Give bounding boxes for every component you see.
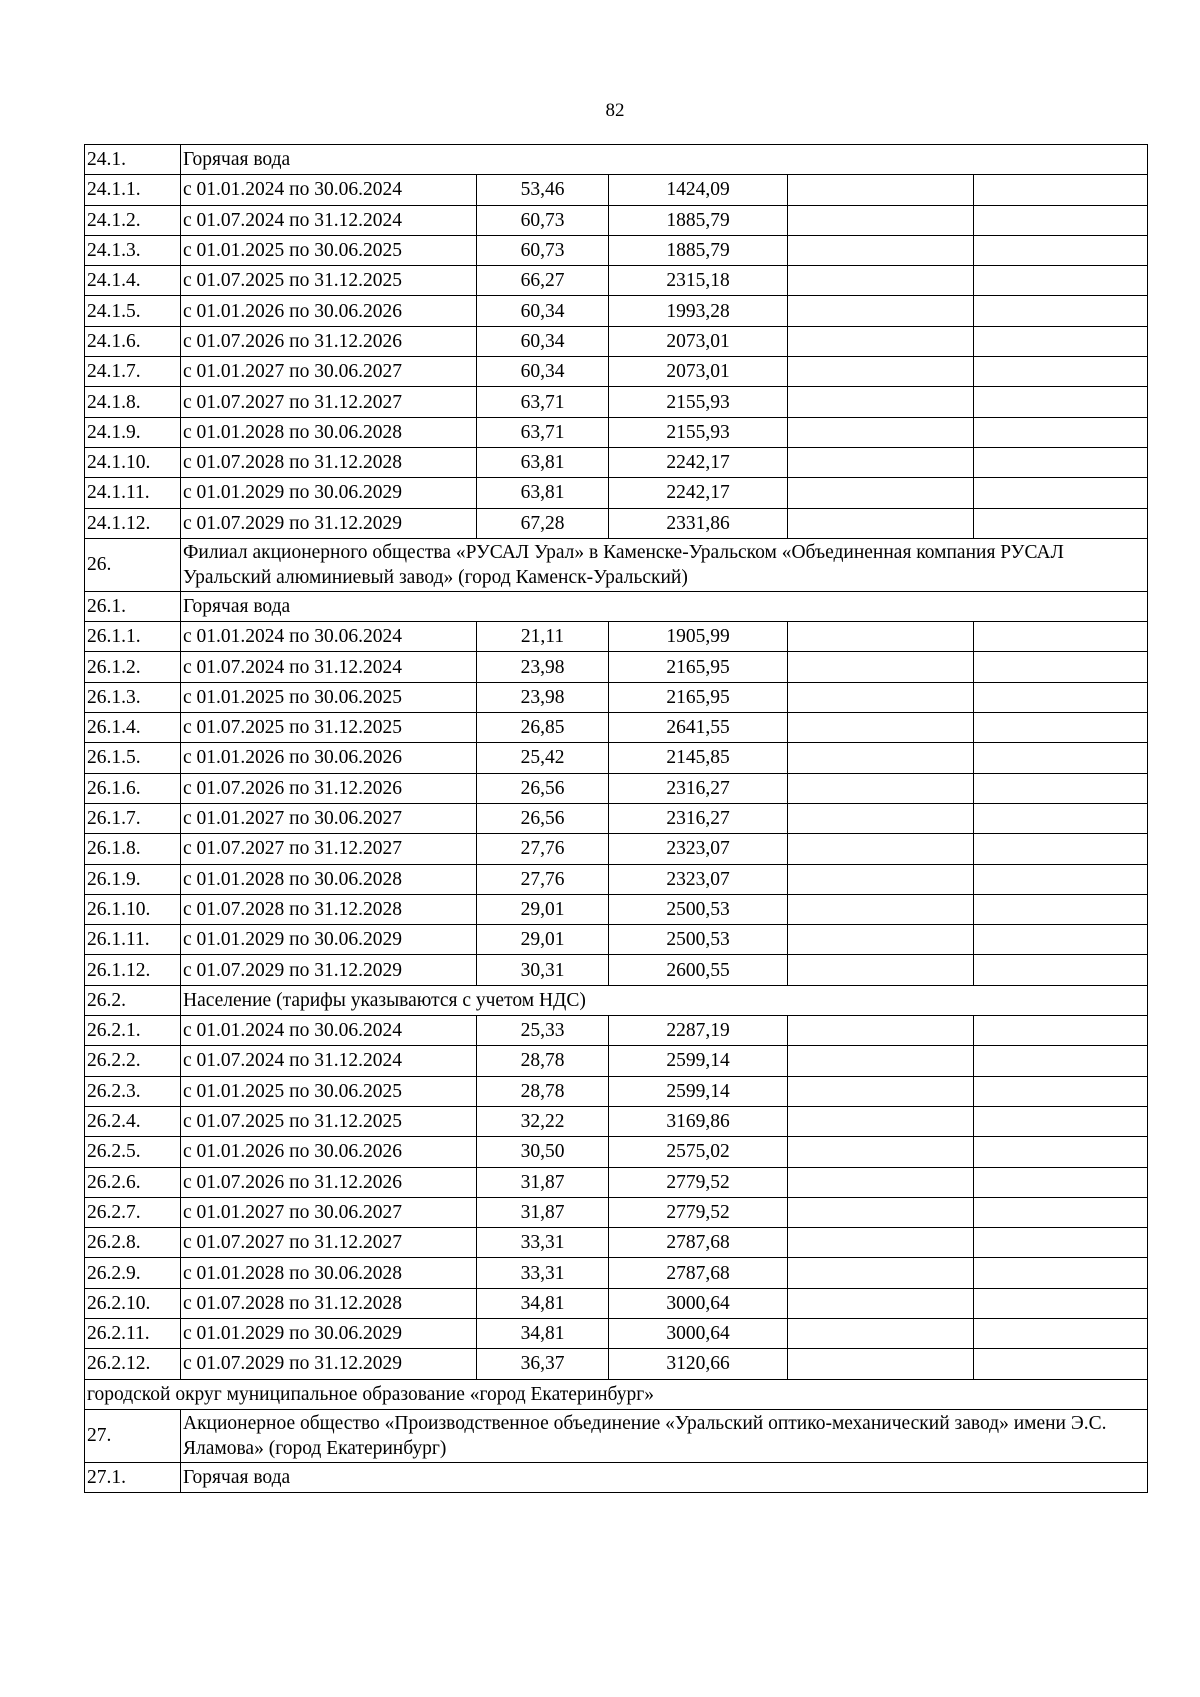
- row-value-1: 34,81: [477, 1288, 609, 1318]
- table-row: [85, 1318, 1148, 1348]
- row-value-1: 60,73: [477, 235, 609, 265]
- table-row: [85, 326, 1148, 356]
- row-value-2: 2242,17: [609, 478, 788, 508]
- row-empty-cell: [788, 357, 974, 387]
- row-value-2: 2323,07: [609, 834, 788, 864]
- group-code: 26.2.: [85, 985, 181, 1015]
- row-empty-cell: [788, 1228, 974, 1258]
- row-code: 26.2.9.: [85, 1258, 181, 1288]
- row-code: 24.1.8.: [85, 387, 181, 417]
- row-period: с 01.01.2025 по 30.06.2025: [181, 682, 477, 712]
- table-row: [85, 1258, 1148, 1288]
- table-row: [85, 235, 1148, 265]
- row-empty-cell: [974, 622, 1148, 652]
- row-empty-cell: [974, 235, 1148, 265]
- group-header-row: [85, 591, 1148, 621]
- table-row: [85, 743, 1148, 773]
- row-period: с 01.07.2026 по 31.12.2026: [181, 326, 477, 356]
- table-row: [85, 1016, 1148, 1046]
- row-period: с 01.01.2029 по 30.06.2029: [181, 478, 477, 508]
- table-row: [85, 1349, 1148, 1379]
- row-value-1: 63,71: [477, 387, 609, 417]
- row-value-2: 1885,79: [609, 235, 788, 265]
- row-empty-cell: [974, 205, 1148, 235]
- table-row: [85, 417, 1148, 447]
- row-empty-cell: [788, 205, 974, 235]
- row-value-2: 2787,68: [609, 1228, 788, 1258]
- row-empty-cell: [788, 1137, 974, 1167]
- row-period: с 01.01.2026 по 30.06.2026: [181, 743, 477, 773]
- row-empty-cell: [974, 1318, 1148, 1348]
- row-empty-cell: [974, 296, 1148, 326]
- row-value-2: 2787,68: [609, 1258, 788, 1288]
- row-value-2: 1905,99: [609, 622, 788, 652]
- row-empty-cell: [974, 447, 1148, 477]
- row-value-2: 2500,53: [609, 925, 788, 955]
- row-empty-cell: [974, 652, 1148, 682]
- group-title: Горячая вода: [181, 145, 1148, 175]
- row-empty-cell: [974, 834, 1148, 864]
- row-value-2: 2073,01: [609, 326, 788, 356]
- table-row: [85, 205, 1148, 235]
- row-value-1: 21,11: [477, 622, 609, 652]
- row-code: 26.1.10.: [85, 894, 181, 924]
- table-row: [85, 1228, 1148, 1258]
- row-value-1: 28,78: [477, 1076, 609, 1106]
- row-value-1: 33,31: [477, 1258, 609, 1288]
- row-code: 26.2.8.: [85, 1228, 181, 1258]
- row-empty-cell: [974, 773, 1148, 803]
- row-value-1: 29,01: [477, 894, 609, 924]
- row-code: 24.1.4.: [85, 266, 181, 296]
- row-period: с 01.07.2029 по 31.12.2029: [181, 508, 477, 538]
- row-code: 26.1.6.: [85, 773, 181, 803]
- table-row: [85, 387, 1148, 417]
- row-empty-cell: [788, 652, 974, 682]
- row-value-1: 27,76: [477, 834, 609, 864]
- row-value-2: 2599,14: [609, 1076, 788, 1106]
- row-value-2: 2779,52: [609, 1167, 788, 1197]
- row-value-1: 25,42: [477, 743, 609, 773]
- table-row: [85, 713, 1148, 743]
- group-header-row: [85, 985, 1148, 1015]
- row-period: с 01.07.2027 по 31.12.2027: [181, 1228, 477, 1258]
- row-empty-cell: [788, 1167, 974, 1197]
- row-value-1: 67,28: [477, 508, 609, 538]
- row-empty-cell: [788, 803, 974, 833]
- row-empty-cell: [788, 508, 974, 538]
- table-row: [85, 894, 1148, 924]
- table-row: [85, 266, 1148, 296]
- table-row: [85, 1197, 1148, 1227]
- row-period: с 01.07.2027 по 31.12.2027: [181, 834, 477, 864]
- group-code: 24.1.: [85, 145, 181, 175]
- row-code: 24.1.5.: [85, 296, 181, 326]
- row-empty-cell: [788, 326, 974, 356]
- row-value-1: 26,85: [477, 713, 609, 743]
- row-period: с 01.01.2029 по 30.06.2029: [181, 925, 477, 955]
- row-empty-cell: [788, 1288, 974, 1318]
- row-empty-cell: [974, 508, 1148, 538]
- group-title: Горячая вода: [181, 1462, 1148, 1492]
- row-value-1: 33,31: [477, 1228, 609, 1258]
- row-code: 26.2.11.: [85, 1318, 181, 1348]
- row-empty-cell: [788, 1106, 974, 1136]
- org-code: 26.: [85, 538, 181, 591]
- row-code: 26.1.2.: [85, 652, 181, 682]
- row-period: с 01.01.2029 по 30.06.2029: [181, 1318, 477, 1348]
- row-period: с 01.07.2024 по 31.12.2024: [181, 1046, 477, 1076]
- row-value-1: 34,81: [477, 1318, 609, 1348]
- row-value-1: 26,56: [477, 803, 609, 833]
- row-empty-cell: [788, 773, 974, 803]
- row-empty-cell: [788, 417, 974, 447]
- row-value-1: 63,71: [477, 417, 609, 447]
- table-row: [85, 1167, 1148, 1197]
- row-value-2: 1885,79: [609, 205, 788, 235]
- row-period: с 01.07.2028 по 31.12.2028: [181, 1288, 477, 1318]
- row-code: 26.1.9.: [85, 864, 181, 894]
- row-empty-cell: [788, 1197, 974, 1227]
- row-code: 24.1.11.: [85, 478, 181, 508]
- row-empty-cell: [788, 682, 974, 712]
- row-empty-cell: [974, 713, 1148, 743]
- group-header-row: [85, 1462, 1148, 1492]
- table-row: [85, 175, 1148, 205]
- row-value-2: 2316,27: [609, 803, 788, 833]
- row-value-2: 1424,09: [609, 175, 788, 205]
- row-empty-cell: [974, 266, 1148, 296]
- row-value-1: 26,56: [477, 773, 609, 803]
- table-row: [85, 508, 1148, 538]
- row-value-1: 63,81: [477, 478, 609, 508]
- table-row: [85, 1046, 1148, 1076]
- row-period: с 01.07.2025 по 31.12.2025: [181, 266, 477, 296]
- row-empty-cell: [974, 894, 1148, 924]
- row-empty-cell: [788, 1076, 974, 1106]
- row-value-2: 2242,17: [609, 447, 788, 477]
- table-row: [85, 925, 1148, 955]
- row-period: с 01.07.2028 по 31.12.2028: [181, 894, 477, 924]
- row-value-2: 2599,14: [609, 1046, 788, 1076]
- row-value-1: 27,76: [477, 864, 609, 894]
- tariff-table-body: [85, 145, 1148, 1493]
- table-row: [85, 652, 1148, 682]
- row-period: с 01.01.2025 по 30.06.2025: [181, 1076, 477, 1106]
- row-value-1: 23,98: [477, 652, 609, 682]
- row-value-1: 31,87: [477, 1197, 609, 1227]
- row-value-1: 36,37: [477, 1349, 609, 1379]
- row-value-1: 23,98: [477, 682, 609, 712]
- row-empty-cell: [974, 682, 1148, 712]
- row-empty-cell: [974, 357, 1148, 387]
- row-empty-cell: [974, 1137, 1148, 1167]
- group-title: Население (тарифы указываются с учетом НДС): [181, 985, 1148, 1015]
- table-row: [85, 1106, 1148, 1136]
- row-value-1: 31,87: [477, 1167, 609, 1197]
- row-value-2: 2165,95: [609, 652, 788, 682]
- row-empty-cell: [788, 925, 974, 955]
- row-code: 26.1.4.: [85, 713, 181, 743]
- row-period: с 01.01.2028 по 30.06.2028: [181, 1258, 477, 1288]
- row-value-1: 66,27: [477, 266, 609, 296]
- row-empty-cell: [788, 1258, 974, 1288]
- row-code: 26.2.5.: [85, 1137, 181, 1167]
- table-row: [85, 357, 1148, 387]
- row-code: 26.2.2.: [85, 1046, 181, 1076]
- row-empty-cell: [788, 1318, 974, 1348]
- row-value-2: 2575,02: [609, 1137, 788, 1167]
- row-empty-cell: [788, 296, 974, 326]
- row-empty-cell: [974, 1228, 1148, 1258]
- row-empty-cell: [974, 743, 1148, 773]
- table-row: [85, 803, 1148, 833]
- row-value-1: 32,22: [477, 1106, 609, 1136]
- row-period: с 01.01.2024 по 30.06.2024: [181, 175, 477, 205]
- row-code: 26.1.12.: [85, 955, 181, 985]
- row-empty-cell: [788, 834, 974, 864]
- row-period: с 01.07.2025 по 31.12.2025: [181, 713, 477, 743]
- row-value-1: 25,33: [477, 1016, 609, 1046]
- row-value-2: 3120,66: [609, 1349, 788, 1379]
- group-title: Горячая вода: [181, 591, 1148, 621]
- row-value-1: 30,31: [477, 955, 609, 985]
- table-row: [85, 834, 1148, 864]
- row-code: 26.2.7.: [85, 1197, 181, 1227]
- row-empty-cell: [788, 266, 974, 296]
- row-value-1: 28,78: [477, 1046, 609, 1076]
- row-value-1: 60,34: [477, 326, 609, 356]
- row-empty-cell: [788, 743, 974, 773]
- row-period: с 01.01.2027 по 30.06.2027: [181, 1197, 477, 1227]
- row-period: с 01.01.2028 по 30.06.2028: [181, 417, 477, 447]
- row-value-2: 2155,93: [609, 417, 788, 447]
- row-period: с 01.07.2024 по 31.12.2024: [181, 652, 477, 682]
- row-value-2: 2779,52: [609, 1197, 788, 1227]
- row-code: 24.1.1.: [85, 175, 181, 205]
- row-empty-cell: [974, 1349, 1148, 1379]
- row-empty-cell: [974, 1197, 1148, 1227]
- row-period: с 01.01.2024 по 30.06.2024: [181, 1016, 477, 1046]
- row-empty-cell: [974, 925, 1148, 955]
- table-row: [85, 1076, 1148, 1106]
- row-empty-cell: [974, 864, 1148, 894]
- table-row: [85, 1137, 1148, 1167]
- region-title: городской округ муниципальное образование «город Екатеринбург»: [85, 1379, 1148, 1409]
- row-value-2: 2165,95: [609, 682, 788, 712]
- row-code: 26.2.4.: [85, 1106, 181, 1136]
- row-period: с 01.07.2025 по 31.12.2025: [181, 1106, 477, 1136]
- row-code: 24.1.10.: [85, 447, 181, 477]
- row-empty-cell: [788, 955, 974, 985]
- row-period: с 01.01.2028 по 30.06.2028: [181, 864, 477, 894]
- row-code: 24.1.6.: [85, 326, 181, 356]
- row-period: с 01.07.2026 по 31.12.2026: [181, 1167, 477, 1197]
- row-period: с 01.07.2024 по 31.12.2024: [181, 205, 477, 235]
- row-empty-cell: [788, 864, 974, 894]
- row-value-1: 60,34: [477, 296, 609, 326]
- row-empty-cell: [788, 387, 974, 417]
- row-code: 26.2.10.: [85, 1288, 181, 1318]
- row-empty-cell: [974, 1288, 1148, 1318]
- row-value-2: 3169,86: [609, 1106, 788, 1136]
- table-row: [85, 955, 1148, 985]
- row-value-2: 2073,01: [609, 357, 788, 387]
- row-value-2: 2600,55: [609, 955, 788, 985]
- row-code: 24.1.7.: [85, 357, 181, 387]
- row-period: с 01.07.2029 по 31.12.2029: [181, 1349, 477, 1379]
- row-empty-cell: [974, 1076, 1148, 1106]
- row-code: 24.1.9.: [85, 417, 181, 447]
- row-empty-cell: [788, 1349, 974, 1379]
- row-value-1: 63,81: [477, 447, 609, 477]
- row-empty-cell: [974, 417, 1148, 447]
- row-value-1: 53,46: [477, 175, 609, 205]
- row-empty-cell: [974, 326, 1148, 356]
- row-empty-cell: [788, 894, 974, 924]
- row-period: с 01.07.2026 по 31.12.2026: [181, 773, 477, 803]
- row-value-2: 2287,19: [609, 1016, 788, 1046]
- row-code: 26.1.5.: [85, 743, 181, 773]
- row-value-1: 60,73: [477, 205, 609, 235]
- organization-row: [85, 538, 1148, 591]
- table-row: [85, 773, 1148, 803]
- row-empty-cell: [974, 955, 1148, 985]
- row-empty-cell: [788, 1016, 974, 1046]
- row-period: с 01.07.2028 по 31.12.2028: [181, 447, 477, 477]
- row-empty-cell: [788, 478, 974, 508]
- row-value-2: 2315,18: [609, 266, 788, 296]
- row-empty-cell: [788, 1046, 974, 1076]
- row-code: 26.1.1.: [85, 622, 181, 652]
- row-period: с 01.07.2029 по 31.12.2029: [181, 955, 477, 985]
- row-empty-cell: [974, 1106, 1148, 1136]
- org-title: Акционерное общество «Производственное объединение «Уральский оптико-механический завод» имени Э.С. Яламова» (город Екатеринбург): [181, 1409, 1148, 1462]
- row-empty-cell: [974, 1167, 1148, 1197]
- row-empty-cell: [974, 175, 1148, 205]
- row-period: с 01.01.2026 по 30.06.2026: [181, 296, 477, 326]
- org-title: Филиал акционерного общества «РУСАЛ Урал» в Каменске-Уральском «Объединенная компания РУСАЛ Уральский алюминиевый завод» (город Каменск-Уральский): [181, 538, 1148, 591]
- row-code: 26.2.6.: [85, 1167, 181, 1197]
- row-period: с 01.01.2026 по 30.06.2026: [181, 1137, 477, 1167]
- row-empty-cell: [974, 1258, 1148, 1288]
- row-period: с 01.01.2024 по 30.06.2024: [181, 622, 477, 652]
- region-row: [85, 1379, 1148, 1409]
- row-value-1: 29,01: [477, 925, 609, 955]
- row-empty-cell: [974, 387, 1148, 417]
- row-empty-cell: [974, 1046, 1148, 1076]
- row-code: 26.1.11.: [85, 925, 181, 955]
- row-value-2: 2500,53: [609, 894, 788, 924]
- row-period: с 01.07.2027 по 31.12.2027: [181, 387, 477, 417]
- row-value-1: 60,34: [477, 357, 609, 387]
- row-period: с 01.01.2025 по 30.06.2025: [181, 235, 477, 265]
- row-code: 26.1.3.: [85, 682, 181, 712]
- table-row: [85, 622, 1148, 652]
- org-code: 27.: [85, 1409, 181, 1462]
- row-code: 26.2.1.: [85, 1016, 181, 1046]
- tariff-table: [84, 144, 1148, 1493]
- row-empty-cell: [788, 447, 974, 477]
- row-empty-cell: [974, 1016, 1148, 1046]
- group-header-row: [85, 145, 1148, 175]
- table-row: [85, 447, 1148, 477]
- row-code: 26.2.3.: [85, 1076, 181, 1106]
- row-value-2: 3000,64: [609, 1288, 788, 1318]
- row-period: с 01.01.2027 по 30.06.2027: [181, 803, 477, 833]
- row-code: 26.1.7.: [85, 803, 181, 833]
- row-code: 26.2.12.: [85, 1349, 181, 1379]
- table-row: [85, 296, 1148, 326]
- row-code: 26.1.8.: [85, 834, 181, 864]
- table-row: [85, 682, 1148, 712]
- page-number: 82: [605, 100, 625, 121]
- row-value-2: 1993,28: [609, 296, 788, 326]
- row-empty-cell: [788, 713, 974, 743]
- row-value-2: 2145,85: [609, 743, 788, 773]
- row-empty-cell: [974, 478, 1148, 508]
- row-code: 24.1.3.: [85, 235, 181, 265]
- row-value-2: 2641,55: [609, 713, 788, 743]
- row-value-2: 2323,07: [609, 864, 788, 894]
- row-period: с 01.01.2027 по 30.06.2027: [181, 357, 477, 387]
- table-row: [85, 478, 1148, 508]
- group-code: 26.1.: [85, 591, 181, 621]
- organization-row: [85, 1409, 1148, 1462]
- row-empty-cell: [974, 803, 1148, 833]
- table-row: [85, 864, 1148, 894]
- row-code: 24.1.12.: [85, 508, 181, 538]
- row-code: 24.1.2.: [85, 205, 181, 235]
- row-value-1: 30,50: [477, 1137, 609, 1167]
- row-value-2: 2316,27: [609, 773, 788, 803]
- table-row: [85, 1288, 1148, 1318]
- row-empty-cell: [788, 235, 974, 265]
- row-value-2: 2331,86: [609, 508, 788, 538]
- row-empty-cell: [788, 175, 974, 205]
- group-code: 27.1.: [85, 1462, 181, 1492]
- row-value-2: 2155,93: [609, 387, 788, 417]
- row-empty-cell: [788, 622, 974, 652]
- row-value-2: 3000,64: [609, 1318, 788, 1348]
